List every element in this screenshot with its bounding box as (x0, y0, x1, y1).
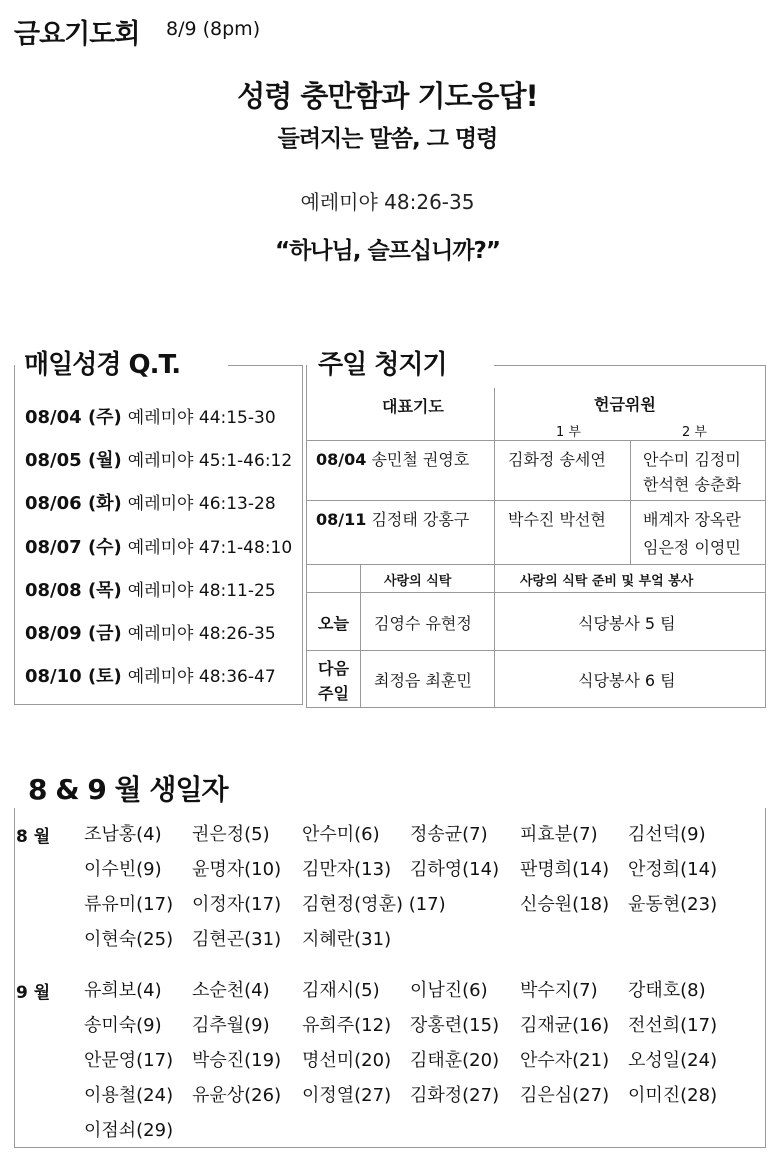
birthday-entry: 윤명자(10) (192, 859, 282, 880)
birthday-entry: 소순천(4) (192, 980, 270, 1001)
qt-date: 08/08 (목) (25, 580, 122, 601)
column-divider (494, 388, 495, 564)
table-row (316, 447, 469, 470)
birthday-entry: 지혜란(31) (302, 929, 392, 950)
birthday-entry: 권은정(5) (192, 824, 270, 845)
column-divider (630, 440, 631, 564)
qt-date: 08/04 (주) (25, 407, 122, 428)
birthday-entry: 전선희(17) (628, 1015, 718, 1036)
header-meal-service: 사랑의 식탁 준비 및 부엌 봉사 (520, 574, 694, 589)
table-row (316, 507, 469, 530)
qt-row (25, 403, 276, 433)
birthday-entry: 오성일(24) (628, 1050, 718, 1071)
qt-row (25, 619, 276, 649)
birthday-entry: 유희보(4) (84, 980, 162, 1001)
next-meal-names: 최정음 최훈민 (374, 671, 472, 690)
month-label-august: 8 월 (16, 827, 51, 847)
steward-date: 08/04 (316, 450, 367, 469)
birthday-entry: 김만자(13) (302, 859, 392, 880)
qt-reference: 예레미야 45:1-46:12 (127, 451, 293, 471)
birthday-entry: 이수빈(9) (84, 859, 162, 880)
birthday-entry: 김은심(27) (520, 1085, 610, 1106)
sermon-title: “하나님, 슬프십니까?” (274, 238, 501, 264)
row-divider (306, 650, 766, 651)
qt-date: 08/05 (월) (25, 450, 122, 471)
steward-title: 주일 청지기 (318, 344, 451, 381)
birthday-entry: 유희주(12) (302, 1015, 392, 1036)
birthday-entry: 피효분(7) (520, 824, 598, 845)
page-title: 금요기도회 (14, 19, 140, 50)
birthday-entry: 김재시(5) (302, 980, 380, 1001)
birthday-entry: 유윤상(26) (192, 1085, 282, 1106)
qt-row (25, 446, 292, 476)
qt-date: 08/09 (금) (25, 623, 122, 644)
qt-date: 08/10 (토) (25, 666, 122, 687)
birthday-entry: 안정희(14) (628, 859, 718, 880)
event-date: 8/9 (8pm) (166, 18, 261, 40)
column-divider (494, 564, 495, 708)
header-meal: 사랑의 식탁 (384, 574, 452, 589)
birthday-entry: 김화정(27) (410, 1085, 500, 1106)
next-sunday-label: 주일 (318, 684, 349, 703)
birthday-entry: 김현곤(31) (192, 929, 282, 950)
header-offering: 헌금위원 (594, 395, 656, 414)
qt-row (25, 489, 276, 519)
birthday-entry: 이미진(28) (628, 1085, 718, 1106)
steward-table-top-border (494, 365, 766, 366)
header-service-2: 2 부 (682, 425, 707, 440)
service2-names: 한석현 송춘화 (643, 475, 741, 494)
birthday-entry: 정송균(7) (410, 824, 488, 845)
qt-reference: 예레미야 46:13-28 (127, 494, 276, 514)
birthday-entry: 김재균(16) (520, 1015, 610, 1036)
prayer-names: 송민철 권영호 (371, 450, 470, 469)
birthday-entry: 박승진(19) (192, 1050, 282, 1071)
qt-date: 08/07 (수) (25, 537, 122, 558)
column-divider (360, 564, 361, 708)
birthday-entry: 김현정(영훈) (17) (302, 894, 446, 915)
birthday-entry: 강태호(8) (628, 980, 706, 1001)
birthday-entry: 이현숙(25) (84, 929, 174, 950)
birthday-entry: 김추월(9) (192, 1015, 270, 1036)
steward-date: 08/11 (316, 510, 367, 529)
service2-names: 안수미 김정미 (643, 450, 741, 469)
qt-reference: 예레미야 48:26-35 (127, 624, 276, 644)
qt-reference: 예레미야 48:36-47 (127, 667, 276, 687)
service1-names: 김화정 송세연 (508, 450, 606, 469)
qt-title: 매일성경 Q.T. (24, 344, 184, 381)
header-prayer: 대표기도 (382, 397, 444, 416)
qt-row (25, 533, 292, 563)
qt-reference: 예레미야 47:1-48:10 (127, 538, 293, 558)
today-service-team: 식당봉사 5 팀 (578, 614, 676, 633)
birthday-entry: 이남진(6) (410, 980, 488, 1001)
qt-row (25, 662, 276, 692)
qt-reference: 예레미야 48:11-25 (127, 581, 276, 601)
service1-names: 박수진 박선현 (508, 510, 606, 529)
birthday-entry: 김태훈(20) (410, 1050, 500, 1071)
month-label-september: 9 월 (16, 983, 51, 1003)
today-meal-names: 김영수 유현정 (374, 614, 472, 633)
birthday-entry: 이용철(24) (84, 1085, 174, 1106)
birthday-entry: 안수자(21) (520, 1050, 610, 1071)
birthday-entry: 안문영(17) (84, 1050, 174, 1071)
birthday-entry: 송미숙(9) (84, 1015, 162, 1036)
qt-date: 08/06 (화) (25, 493, 122, 514)
next-service-team: 식당봉사 6 팀 (578, 671, 676, 690)
today-label: 오늘 (318, 614, 349, 633)
row-divider (306, 440, 766, 441)
row-divider (306, 564, 766, 565)
next-sunday-label: 다음 (318, 659, 349, 678)
row-divider (306, 592, 766, 593)
birthday-entry: 명선미(20) (302, 1050, 392, 1071)
birthday-entry: 판명희(14) (520, 859, 610, 880)
birthday-entry: 김하영(14) (410, 859, 500, 880)
service2-names: 임은정 이영민 (643, 538, 741, 557)
prayer-names: 김정태 강홍구 (371, 510, 470, 529)
service2-names: 배계자 장옥란 (643, 510, 741, 529)
qt-panel-top-border (228, 365, 303, 366)
birthday-entry: 박수지(7) (520, 980, 598, 1001)
birthday-title: 8 & 9 월 생일자 (28, 773, 228, 806)
birthday-entry: 이정열(27) (302, 1085, 392, 1106)
birthday-entry: 안수미(6) (302, 824, 380, 845)
birthday-entry: 이정자(17) (192, 894, 282, 915)
qt-row (25, 576, 276, 606)
header-service-1: 1 부 (556, 425, 581, 440)
birthday-entry: 조남홍(4) (84, 824, 162, 845)
sermon-subheadline: 들려지는 말씀, 그 명령 (277, 126, 498, 152)
birthday-entry: 류유미(17) (84, 894, 174, 915)
qt-reference: 예레미야 44:15-30 (127, 408, 276, 428)
sermon-scripture: 예레미야 48:26-35 (300, 190, 475, 214)
row-divider (306, 500, 766, 501)
sermon-headline: 성령 충만함과 기도응답! (237, 79, 538, 113)
birthday-entry: 신승원(18) (520, 894, 610, 915)
birthday-entry: 김선덕(9) (628, 824, 706, 845)
birthday-entry: 이점쇠(29) (84, 1120, 174, 1141)
birthday-entry: 윤동현(23) (628, 894, 718, 915)
birthday-entry: 장홍련(15) (410, 1015, 500, 1036)
